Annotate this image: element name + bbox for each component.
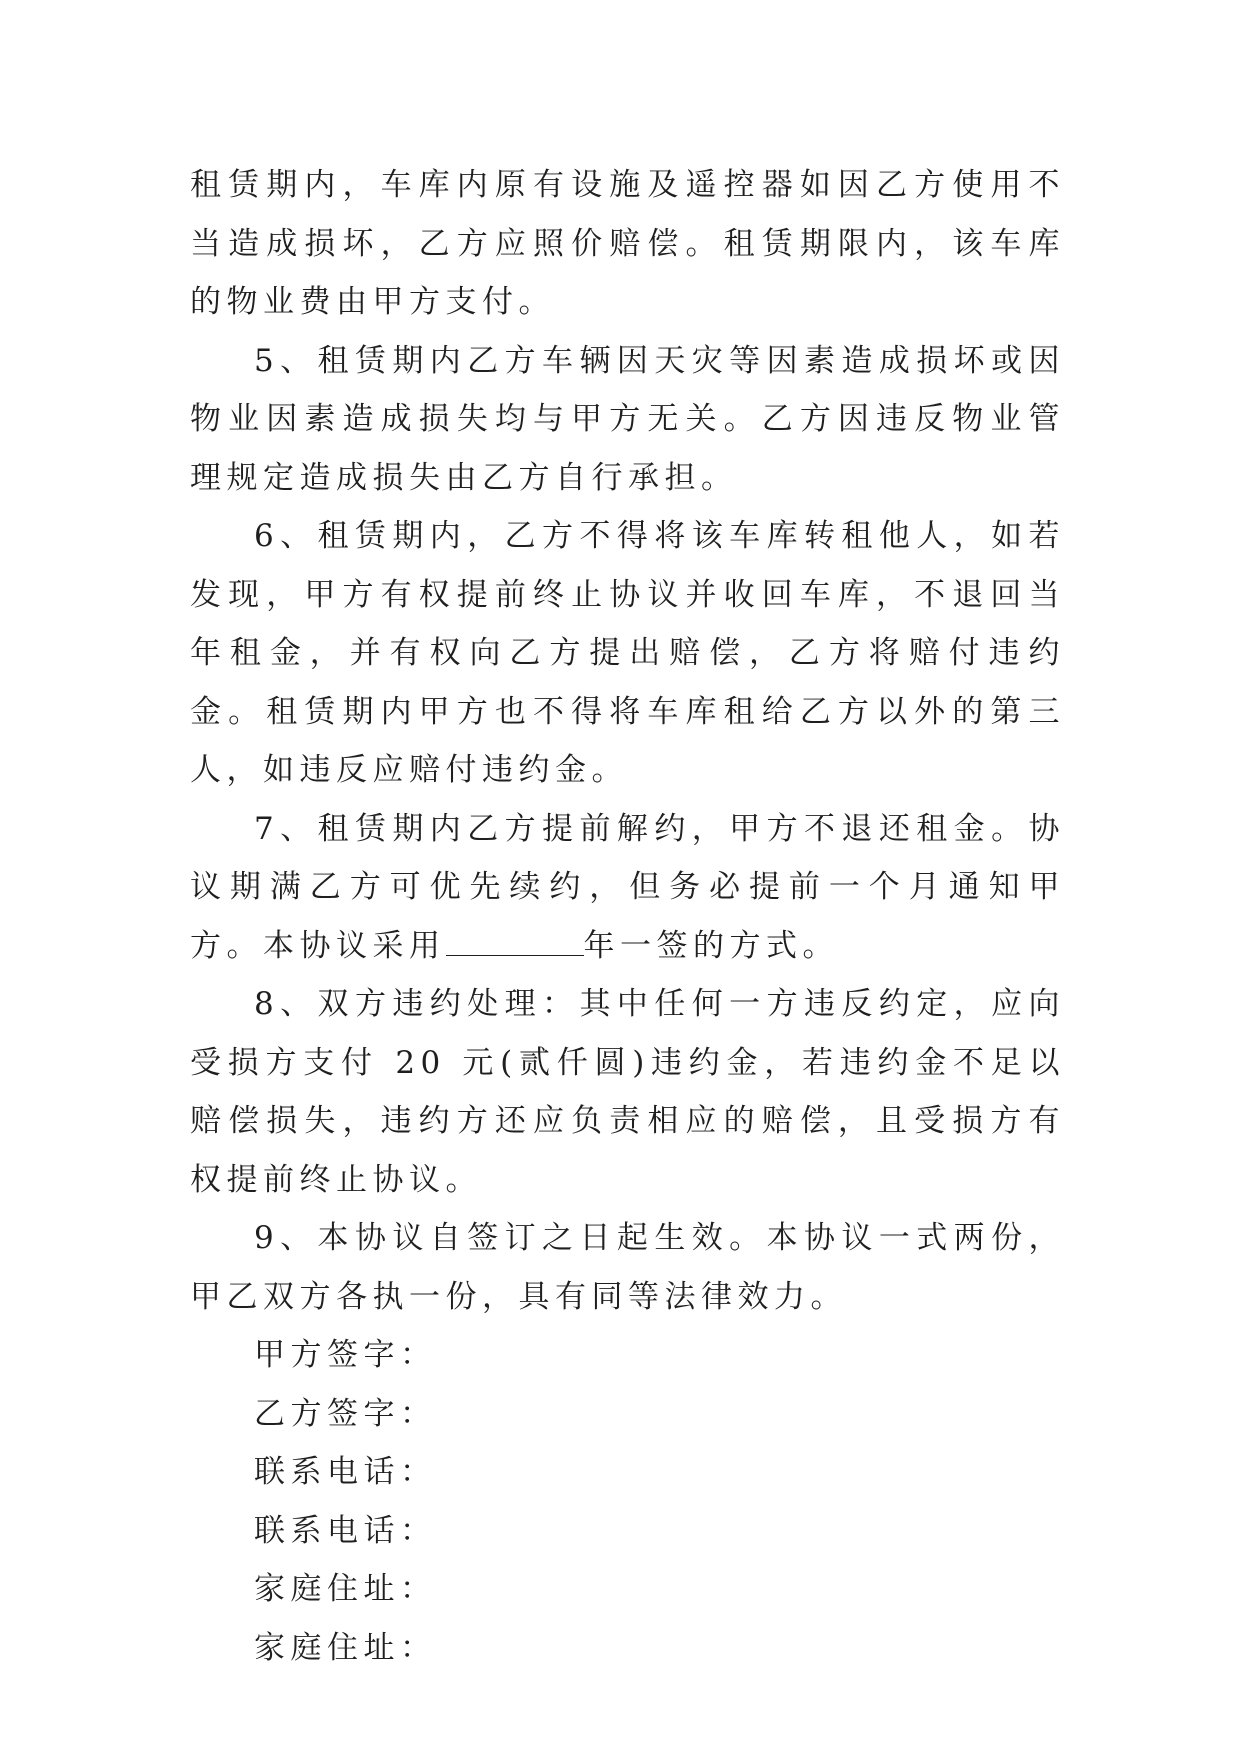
term-years-blank xyxy=(446,929,584,956)
paragraph-4-continued: 租赁期内，车库内原有设施及遥控器如因乙方使用不当造成损坏，乙方应照价赔偿。租赁期限内，该车库的物业费由甲方支付。 xyxy=(190,167,1065,320)
clause-9: 9、本协议自签订之日起生效。本协议一式两份，甲乙双方各执一份，具有同等法律效力。 xyxy=(190,1220,1065,1315)
party-a-address: 家庭住址： xyxy=(254,1571,437,1607)
party-b-phone: 联系电话： xyxy=(254,1512,437,1549)
party-b-address: 家庭住址： xyxy=(254,1629,437,1666)
party-a-signature: 甲方签字： xyxy=(254,1337,437,1373)
clause-7 xyxy=(190,800,1065,976)
clause-7-suffix: 年一签的方式。 xyxy=(583,927,839,964)
clause-7-text: 7、租赁期内乙方提前解约，甲方不退还租金。协议期满乙方可优先续约，但务必提前一个月通知甲方。本协议采用 xyxy=(190,810,1065,964)
document-body xyxy=(190,156,1065,1677)
clause-5: 5、租赁期内乙方车辆因天灾等因素造成损坏或因物业因素造成损失均与甲方无关。乙方因违反物业管理规定造成损失由乙方自行承担。 xyxy=(190,342,1065,496)
party-a-phone: 联系电话： xyxy=(254,1454,437,1490)
clause-6: 6、租赁期内，乙方不得将该车库转租他人，如若发现，甲方有权提前终止协议并收回车库，不退回当年租金，并有权向乙方提出赔偿，乙方将赔付违约金。租赁期内甲方也不得将车库租给乙方以外的第三人，如违反应赔付违约金。 xyxy=(190,518,1065,788)
party-b-signature: 乙方签字： xyxy=(254,1395,437,1432)
clause-8: 8、双方违约处理：其中任何一方违反约定，应向受损方支付 20 元(贰仟圆)违约金，若违约金不足以赔偿损失，违约方还应负责相应的赔偿，且受损方有权提前终止协议。 xyxy=(190,986,1065,1198)
